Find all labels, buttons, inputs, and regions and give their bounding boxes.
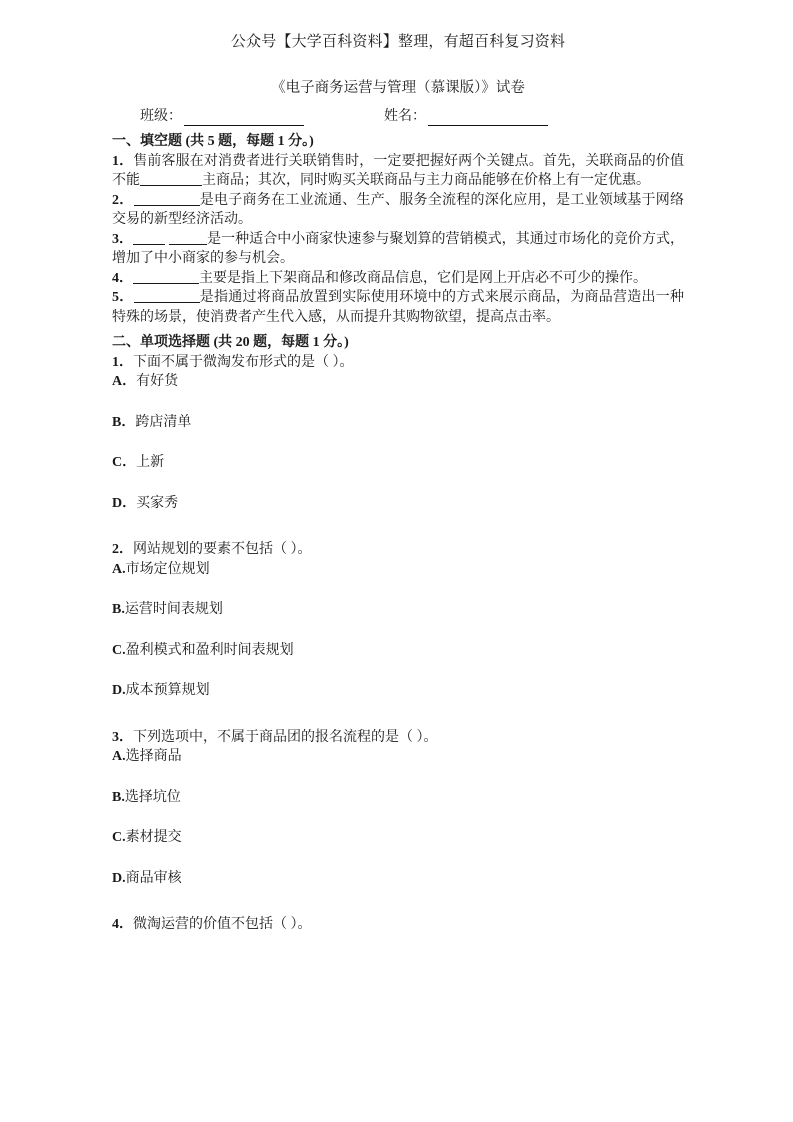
option-label: 选择坑位 <box>124 789 181 805</box>
fill-question-2-text: 是电子商务在工业流通、生产、服务全流程的深化应用，是工业领域基于网络交易的新型经济活动。 <box>112 192 684 227</box>
fill-question-3 <box>112 230 684 269</box>
name-input-rule[interactable] <box>428 112 548 126</box>
option-spacer <box>112 767 684 788</box>
choice-question-3-option-b[interactable] <box>112 788 684 808</box>
option-key: C. <box>112 642 126 658</box>
option-spacer <box>112 620 684 641</box>
choice-question-4-number: 4． <box>112 917 133 932</box>
option-key: B. <box>112 602 125 617</box>
choice-question-1-option-d[interactable] <box>112 494 684 514</box>
fill-question-4-blank[interactable] <box>133 270 199 284</box>
fill-question-5-blank[interactable] <box>134 289 200 303</box>
class-input-rule[interactable] <box>184 112 304 126</box>
class-label: 班级： <box>140 109 182 124</box>
option-key: A. <box>112 749 126 764</box>
option-label: 上新 <box>136 455 165 470</box>
fill-question-4-text: 主要是指上下架商品和修改商品信息，它们是网上开店必不可少的操作。 <box>199 270 647 286</box>
option-label: 跨店清单 <box>135 414 192 430</box>
option-label: 成本预算规划 <box>125 683 210 698</box>
fill-question-1-number: 1． <box>112 153 134 169</box>
fill-question-5 <box>112 288 684 327</box>
question-spacer <box>112 888 684 915</box>
choice-question-1-number: 1． <box>112 354 133 370</box>
question-spacer <box>112 701 684 728</box>
section-heading-fill-in-blank: 一、填空题 (共 5 题，每题 1 分。) <box>112 134 314 149</box>
choice-question-2-text: 网站规划的要素不包括（ ）。 <box>133 542 312 557</box>
option-label: 运营时间表规划 <box>124 602 223 617</box>
choice-question-2-option-d[interactable] <box>112 681 684 701</box>
fill-question-3-blank-left[interactable] <box>133 231 165 245</box>
option-key: B. <box>112 789 125 805</box>
fill-question-2 <box>112 191 684 230</box>
fill-question-2-blank[interactable] <box>134 192 200 206</box>
option-spacer <box>112 848 684 869</box>
fill-question-1-text-b: 主商品；其次，同时购买关联商品与主力商品能够在价格上有一定优惠。 <box>202 173 650 188</box>
choice-question-3-number: 3． <box>112 729 133 745</box>
option-label: 有好货 <box>136 374 179 389</box>
option-key: C． <box>112 455 137 470</box>
fill-question-2-number: 2． <box>112 192 134 208</box>
option-key: A. <box>112 561 126 577</box>
option-spacer <box>112 432 684 453</box>
class-field <box>140 108 304 126</box>
fill-question-4-number: 4． <box>112 270 133 286</box>
name-label: 姓名： <box>384 109 426 124</box>
fill-question-5-text: 是指通过将商品放置到实际使用环境中的方式来展示商品，为商品营造出一种特殊的场景，使消费者产生代入感，从而提升其购物欲望，提高点击率。 <box>112 290 684 325</box>
option-spacer <box>112 579 684 600</box>
page-content <box>112 0 684 935</box>
choice-question-1-option-c[interactable] <box>112 453 684 473</box>
option-label: 素材提交 <box>125 830 182 845</box>
choice-question-1-stem <box>112 353 684 373</box>
document-header-watermark: 公众号【大学百科资料】整理，有超百科复习资料 <box>230 34 566 50</box>
option-spacer <box>112 807 684 828</box>
choice-question-3-option-a[interactable] <box>112 747 684 767</box>
option-key: B． <box>112 414 136 430</box>
option-label: 市场定位规划 <box>125 561 210 577</box>
fill-question-1-text-a: 售前客服在对消费者进行关联销售时，一定要把握好两个关键点。首先，关联商品的价值不能 <box>112 153 684 188</box>
option-label: 商品审核 <box>125 870 182 886</box>
option-label: 买家秀 <box>136 495 179 511</box>
choice-question-2-option-a[interactable] <box>112 560 684 580</box>
option-key: D. <box>112 683 126 698</box>
fill-question-3-blank-right[interactable] <box>169 231 207 245</box>
fill-question-5-number: 5． <box>112 290 134 305</box>
choice-question-1-option-a[interactable] <box>112 372 684 392</box>
choice-question-2-number: 2． <box>112 542 133 557</box>
option-label: 盈利模式和盈利时间表规划 <box>125 642 294 658</box>
fill-question-1-blank[interactable] <box>140 172 202 186</box>
question-spacer <box>112 513 684 540</box>
identity-row <box>112 108 684 126</box>
fill-question-1 <box>112 152 684 191</box>
choice-question-3-text: 下列选项中，不属于商品团的报名流程的是（ ）。 <box>133 729 438 745</box>
option-spacer <box>112 473 684 494</box>
choice-question-4-text: 微淘运营的价值不包括（ ）。 <box>133 917 312 932</box>
option-spacer <box>112 392 684 413</box>
fill-question-3-text: 是一种适合中小商家快速参与聚划算的营销模式，其通过市场化的竞价方式，增加了中小商家的参与机会。 <box>112 231 685 266</box>
choice-question-2-option-b[interactable] <box>112 600 684 620</box>
option-key: A． <box>112 374 137 389</box>
section-heading-single-choice: 二、单项选择题 (共 20 题，每题 1 分。) <box>112 335 349 350</box>
choice-question-2-option-c[interactable] <box>112 641 684 661</box>
choice-question-4-stem <box>112 915 684 935</box>
option-key: C. <box>112 830 126 845</box>
choice-question-1-text: 下面不属于微淘发布形式的是（ ）。 <box>133 354 354 370</box>
page-title: 《电子商务运营与管理（慕课版）》试卷 <box>271 80 525 96</box>
option-label: 选择商品 <box>125 749 182 764</box>
fill-question-4 <box>112 269 684 289</box>
option-key: D． <box>112 495 137 511</box>
fill-question-3-number: 3． <box>112 231 134 247</box>
choice-question-3-stem <box>112 728 684 748</box>
choice-question-1-option-b[interactable] <box>112 413 684 433</box>
option-spacer <box>112 660 684 681</box>
option-key: D. <box>112 870 126 886</box>
choice-question-3-option-c[interactable] <box>112 828 684 848</box>
choice-question-2-stem <box>112 540 684 560</box>
choice-question-3-option-d[interactable] <box>112 869 684 889</box>
name-field <box>384 108 548 126</box>
